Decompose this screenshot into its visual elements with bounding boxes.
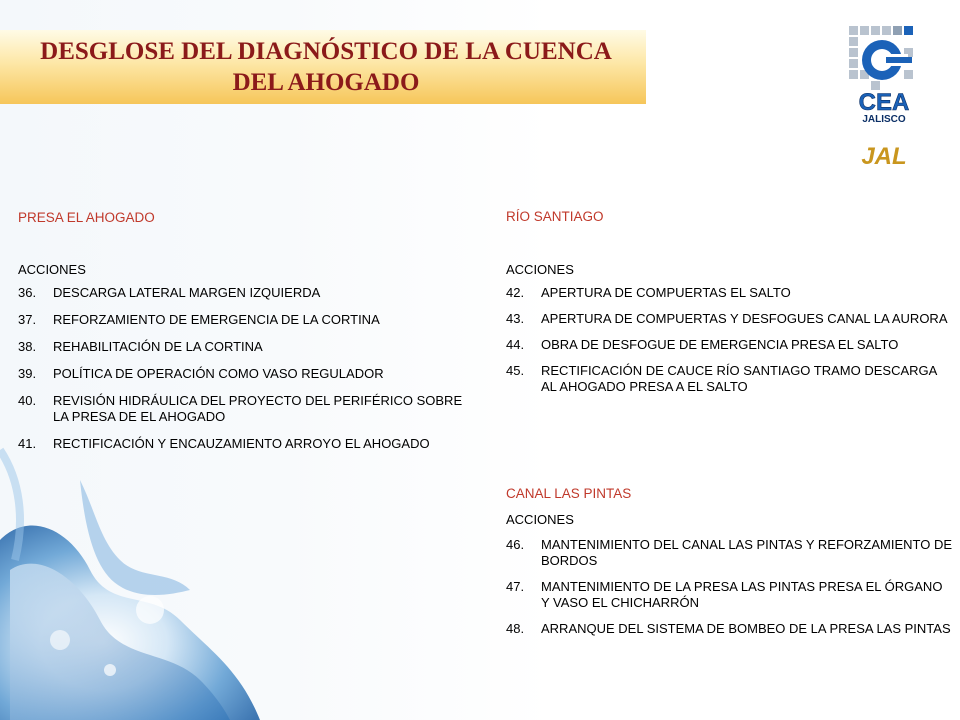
item-text: MANTENIMIENTO DEL CANAL LAS PINTAS Y REFORZAMIENTO DE BORDOS xyxy=(541,537,953,568)
list-item xyxy=(506,337,954,353)
logo-subtitle: JALISCO xyxy=(862,114,906,125)
item-text: MANTENIMIENTO DE LA PRESA LAS PINTAS PRESA EL ÓRGANO Y VASO EL CHICHARRÓN xyxy=(541,579,943,610)
item-text: REFORZAMIENTO DE EMERGENCIA DE LA CORTINA xyxy=(53,312,380,327)
actions-label: ACCIONES xyxy=(506,262,574,277)
actions-list xyxy=(506,285,954,395)
list-item xyxy=(18,339,473,355)
list-item xyxy=(506,311,954,327)
item-text: REHABILITACIÓN DE LA CORTINA xyxy=(53,339,263,354)
section-heading: RÍO SANTIAGO xyxy=(506,209,604,224)
item-number: 37. xyxy=(18,312,37,327)
actions-label: ACCIONES xyxy=(506,512,574,527)
list-item xyxy=(18,393,473,425)
item-number: 36. xyxy=(18,285,37,300)
item-number: 43. xyxy=(506,311,525,326)
item-text: APERTURA DE COMPUERTAS EL SALTO xyxy=(541,285,791,300)
item-number: 40. xyxy=(18,393,37,408)
section-presa-el-ahogado xyxy=(18,210,473,463)
item-text: RECTIFICACIÓN Y ENCAUZAMIENTO ARROYO EL AHOGADO xyxy=(53,436,430,451)
title-line-2: DEL AHOGADO xyxy=(232,69,420,96)
actions-list xyxy=(506,537,954,637)
item-text: POLÍTICA DE OPERACIÓN COMO VASO REGULADOR xyxy=(53,366,384,381)
water-splash-image xyxy=(0,420,260,720)
list-item xyxy=(18,436,473,452)
logo-name: CEA xyxy=(858,89,910,116)
page-title xyxy=(8,36,644,98)
item-number: 42. xyxy=(506,285,525,300)
item-number: 38. xyxy=(18,339,37,354)
list-item xyxy=(506,621,954,637)
item-text: RECTIFICACIÓN DE CAUCE RÍO SANTIAGO TRAMO DESCARGA AL AHOGADO PRESA A EL SALTO xyxy=(541,363,937,394)
section-canal-las-pintas xyxy=(506,486,954,647)
item-number: 41. xyxy=(18,436,37,451)
list-item xyxy=(506,285,954,301)
item-number: 47. xyxy=(506,579,525,594)
list-item xyxy=(506,363,954,395)
item-number: 44. xyxy=(506,337,525,352)
item-text: APERTURA DE COMPUERTAS Y DESFOGUES CANAL LA AURORA xyxy=(541,311,948,326)
item-text: REVISIÓN HIDRÁULICA DEL PROYECTO DEL PERIFÉRICO SOBRE LA PRESA DE EL AHOGADO xyxy=(53,393,463,424)
actions-label: ACCIONES xyxy=(18,262,86,277)
item-number: 39. xyxy=(18,366,37,381)
section-heading: PRESA EL AHOGADO xyxy=(18,210,155,225)
list-item xyxy=(18,312,473,328)
section-rio-santiago xyxy=(506,209,954,405)
cea-jalisco-logo xyxy=(846,24,922,174)
section-heading: CANAL LAS PINTAS xyxy=(506,486,632,501)
list-item xyxy=(18,285,473,301)
item-number: 46. xyxy=(506,537,525,552)
item-text: DESCARGA LATERAL MARGEN IZQUIERDA xyxy=(53,285,321,300)
actions-list xyxy=(18,285,473,452)
logo-jal: JAL xyxy=(861,143,907,170)
title-line-1: DESGLOSE DEL DIAGNÓSTICO DE LA CUENCA xyxy=(40,38,612,65)
list-item xyxy=(506,537,954,569)
item-number: 45. xyxy=(506,363,525,378)
item-number: 48. xyxy=(506,621,525,636)
item-text: OBRA DE DESFOGUE DE EMERGENCIA PRESA EL SALTO xyxy=(541,337,899,352)
list-item xyxy=(506,579,954,611)
list-item xyxy=(18,366,473,382)
item-text: ARRANQUE DEL SISTEMA DE BOMBEO DE LA PRESA LAS PINTAS xyxy=(541,621,951,636)
